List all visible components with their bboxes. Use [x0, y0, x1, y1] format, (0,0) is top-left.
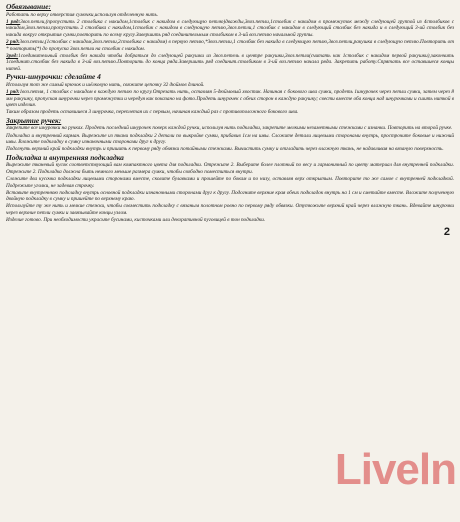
paragraph	[6, 133, 454, 146]
paragraph-text: 3воз.петли,(1столбик с накидом,2воз.петли,2столбика с накидом) в первую петлю,*3воз.петли,1 столбик без накида в следующую петлю,3воз.петли,ракушка в следующую петлю.Повторить от * повторить(*) до пропуска 3воз.петли на столбик с накидом.	[6, 38, 454, 52]
paragraph	[6, 53, 454, 73]
site-watermark-logo: Liveln	[334, 445, 456, 494]
paragraph-text: Подогнуть верхний край подкладки внутрь и пришить к первому ряду обвязки потайными стежками. Вычистить сумку и отгладить через влажную ткань, не надавливая на вязаную поверхность.	[6, 146, 444, 153]
section	[6, 3, 454, 72]
section-heading: Закрытие ручек:	[6, 115, 62, 125]
paragraph	[6, 162, 454, 175]
paragraph-text: 3воз.петли,(пропустить 2 столбика с накидом,1столбик с накидом в следующую петлю)дважды,3воз.петли,1столбик с накидом в промежуток между следующей группой из 4столбиков с накидом,3воз.петли,пропустить 2 столбика с накидом,1столбик с накидом в следующую петлю,3воз.петли,1 столбик с накидом в следующий столбик без накида и в следующий 3-ий столбик без накида вокруг открытия сумки,повторить по всему кругу.Завершить ряд соединительным столбиком в 3-ий воз.петлю начальной группы.	[6, 18, 454, 38]
paragraph	[6, 109, 454, 116]
section-heading: Подкладка и внутренняя подкладка	[6, 152, 124, 162]
paragraph-text: Используйте ту же нить и мелкие стежки, чтобы совместить подкладку с вязаным полотном ровно по первому ряду обвязки. Отутюжьте верхний край через влажную ткань. Вдевайте шнурочки через верхние петли сумки и завязывайте концы узлом.	[6, 203, 454, 216]
paragraph-text: Закрепите все шнурочки на ручках. Продеть последний шнурочек поверх каждой ручки, используя нить подкладки, закрепите мелкими незаметными стежками с изнанки. Повторить на второй ручке.	[6, 125, 453, 132]
paragraph-text: Изделие готово. При необходимости украсьте бусинами, кисточками или декоративной пуговицей в тон подкладки.	[6, 217, 266, 224]
paragraph-text: Таким образом продеть оставшиеся 3 шнурочка, переплетая их с первым, начиная каждый раз с противоположного бокового шва.	[6, 109, 299, 116]
section	[6, 73, 454, 116]
paragraph-text: Вырежьте тканевый кусок соответствующий вам компактного цвета для подкладки. Отрежьте 2. Выберите более плотный по весу и гармоничный по цвету материал для внутренней подкладки. Отрежьте 2. Подкладка должна быть немного меньше размера сумки, чтобы свободно поместиться внутри.	[6, 162, 454, 175]
paragraph	[6, 146, 454, 153]
page-number: 2	[443, 226, 450, 238]
paragraph	[6, 19, 454, 39]
paragraph	[6, 39, 454, 52]
paragraph-text: 1воз.петля, 1 столбик с накидом в каждую петлю по кругу.Отрезать нить, оставляя 5-дюймовый хвостик. Начиная с бокового шва сумки, продеть 1шнурочек через петли сумки, затем через 8 мм ракушку, пропуская шнурочки через промежутки и чередуя как показано на фото.Продеть шнурочек с обеих сторон в каждую ракушку; свести вместе оба конца над шнурочками и сшить ниткой в цвет изделия.	[6, 89, 454, 109]
paragraph	[6, 89, 454, 109]
document-page	[6, 2, 454, 520]
paragraph	[6, 203, 454, 216]
section-heading: Ручки-шнурочки: сделайте 4	[6, 72, 101, 82]
row-label: 3ряд:	[6, 52, 19, 59]
paragraph	[6, 12, 454, 19]
paragraph	[6, 217, 454, 224]
row-label: 1 ряд:	[6, 89, 20, 96]
section-heading: Обвязывание:	[6, 2, 51, 11]
section	[6, 117, 454, 153]
paragraph-text: Подкладка и внутренний карман. Вырежьте из ткани подкладки 2 детали по выкройке сумки, прибавив 1см на швы. Сложите детали лицевыми сторонами внутрь, прострочите боковые и нижний швы. Вложите подкладку в сумку изнаночными сторонами друг к другу.	[6, 132, 454, 146]
row-label: 1 ряд:	[6, 18, 21, 25]
paragraph-text: Сложите два кусочка подкладки лицевыми сторонами вместе, сколите булавками и прошейте по бокам и по низу, оставляя верх открытым. Повторите то же самое с внутренней подкладкой. Подрежьте уголки, не задевая строчку.	[6, 176, 454, 189]
paragraph-text: Вставьте внутреннюю подкладку внутрь основной подкладки изнаночными сторонами друг к другу. Подогните верхние края обеих подкладок внутрь на 1 см и сметайте вместе. Вложите полученную двойную подкладку в сумку и пришейте по верхнему краю.	[6, 189, 454, 203]
row-label: 2 ряд:	[6, 38, 20, 45]
paragraph	[6, 176, 454, 189]
paragraph	[6, 82, 454, 89]
paragraph-text: Работать по верху отверстия сумочки,используя отделенную нить.	[6, 11, 159, 18]
paragraph	[6, 125, 454, 132]
section	[6, 154, 454, 224]
paragraph-text: Используя тот же самый крючок и шёлковую нить, свяжите цепочку 32 дюймов длиной.	[6, 81, 205, 88]
paragraph-text: 1соединительный столбик без накида чтобы добраться до следующей ракушки из 3воз.петель в центре ракушки,3воз.петли(считать как 1столбик с накидом первой ракушки),закончить 1соединит.столбик без накида в 3-ий воз.петлю.Повторить до конца ряда.Завершить ряд соединит.столбиком в 3-ий воз.петлю начала ряда. Закрепить работу.Спрятать все оставшиеся концы нитей.	[6, 52, 454, 72]
paragraph	[6, 190, 454, 203]
